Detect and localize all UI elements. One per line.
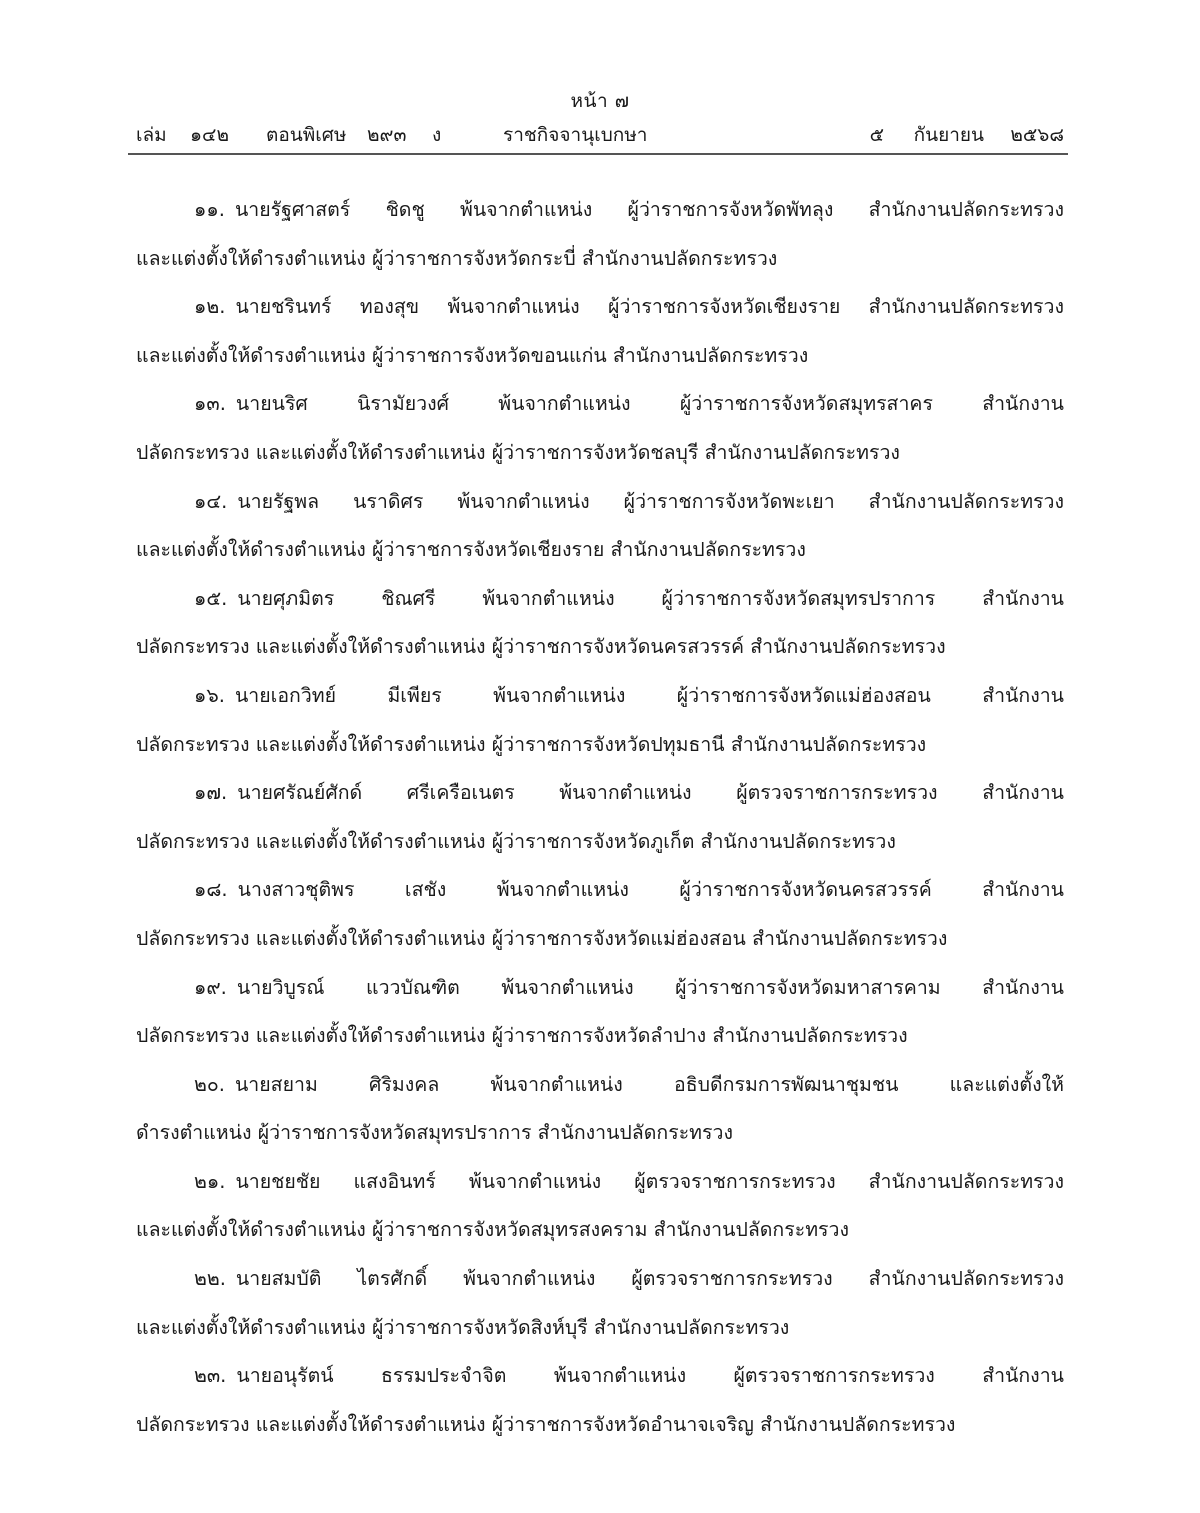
item-line-1: ๑๔. นายรัฐพล นราดิศร พ้นจากตำแหน่ง ผู้ว่าราชการจังหวัดพะเยา สำนักงานปลัดกระทรวง xyxy=(194,489,1064,513)
item-line-1: ๑๑. นายรัฐศาสตร์ ชิดชู พ้นจากตำแหน่ง ผู้ว่าราชการจังหวัดพัทลุง สำนักงานปลัดกระทรวง xyxy=(194,198,1064,221)
publication-title: ราชกิจจานุเบกษา xyxy=(503,124,648,146)
item-line-2: ปลัดกระทรวง และแต่งตั้งให้ดำรงตำแหน่ง ผู้ว่าราชการจังหวัดแม่ฮ่องสอน สำนักงานปลัดกระทรวง xyxy=(136,926,948,950)
item-line-1: ๑๗. นายศรัณย์ศักด์ ศรีเครือเนตร พ้นจากตำแหน่ง ผู้ตรวจราชการกระทรวง สำนักงาน xyxy=(194,781,1064,805)
item-line-2: ปลัดกระทรวง และแต่งตั้งให้ดำรงตำแหน่ง ผู้ว่าราชการจังหวัดลำปาง สำนักงานปลัดกระทรวง xyxy=(136,1024,908,1048)
item-line-2: และแต่งตั้งให้ดำรงตำแหน่ง ผู้ว่าราชการจังหวัดขอนแก่น สำนักงานปลัดกระทรวง xyxy=(136,343,809,367)
item-line-2: และแต่งตั้งให้ดำรงตำแหน่ง ผู้ว่าราชการจังหวัดสมุทรสงคราม สำนักงานปลัดกระทรวง xyxy=(136,1218,849,1242)
item-number: ๒๓. xyxy=(194,1364,227,1388)
item-line-1: ๑๒. นายชรินทร์ ทองสุข พ้นจากตำแหน่ง ผู้ว่าราชการจังหวัดเชียงราย สำนักงานปลัดกระทรวง xyxy=(194,295,1064,319)
item-line-2: ปลัดกระทรวง และแต่งตั้งให้ดำรงตำแหน่ง ผู้ว่าราชการจังหวัดชลบุรี สำนักงานปลัดกระทรวง xyxy=(136,440,900,464)
item-number: ๑๗. xyxy=(194,781,228,805)
running-header xyxy=(136,120,1064,150)
list-item xyxy=(136,1352,1064,1449)
item-number: ๒๑. xyxy=(194,1169,226,1193)
issue-number: ๒๙๓ xyxy=(367,124,407,146)
item-number: ๑๓. xyxy=(194,392,226,416)
list-item xyxy=(136,380,1064,477)
item-line-2: ดำรงตำแหน่ง ผู้ว่าราชการจังหวัดสมุทรปราการ สำนักงานปลัดกระทรวง xyxy=(136,1121,733,1145)
list-item xyxy=(136,1255,1064,1352)
date-day: ๕ xyxy=(869,124,884,146)
date-year: ๒๕๖๘ xyxy=(1010,124,1064,146)
list-item xyxy=(136,964,1064,1061)
item-number: ๑๘. xyxy=(194,878,228,902)
header-divider xyxy=(128,153,1068,155)
volume-label: เล่ม xyxy=(136,124,167,146)
item-line-2: และแต่งตั้งให้ดำรงตำแหน่ง ผู้ว่าราชการจังหวัดสิงห์บุรี สำนักงานปลัดกระทรวง xyxy=(136,1315,790,1339)
section-letter: ง xyxy=(432,124,442,146)
item-line-1: ๑๖. นายเอกวิทย์ มีเพียร พ้นจากตำแหน่ง ผู้ว่าราชการจังหวัดแม่ฮ่องสอน สำนักงาน xyxy=(194,683,1064,707)
list-item xyxy=(136,283,1064,380)
issue-label: ตอนพิเศษ xyxy=(266,124,347,146)
item-line-2: ปลัดกระทรวง และแต่งตั้งให้ดำรงตำแหน่ง ผู้ว่าราชการจังหวัดภูเก็ต สำนักงานปลัดกระทรวง xyxy=(136,829,896,853)
item-line-1: ๑๕. นายศุภมิตร ชิณศรี พ้นจากตำแหน่ง ผู้ว่าราชการจังหวัดสมุทรปราการ สำนักงาน xyxy=(194,586,1064,610)
date-month: กันยายน xyxy=(913,124,984,146)
item-number: ๑๒. xyxy=(194,295,226,319)
item-line-1: ๒๐. นายสยาม ศิริมงคล พ้นจากตำแหน่ง อธิบดีกรมการพัฒนาชุมชน และแต่งตั้งให้ xyxy=(194,1072,1064,1096)
volume-number: ๑๔๒ xyxy=(190,124,229,146)
item-number: ๑๑. xyxy=(194,198,225,221)
list-item xyxy=(136,769,1064,866)
list-item xyxy=(136,186,1064,283)
item-line-1: ๒๒. นายสมบัติ ไตรศักดิ์ พ้นจากตำแหน่ง ผู้ตรวจราชการกระทรวง สำนักงานปลัดกระทรวง xyxy=(194,1267,1064,1291)
list-item xyxy=(136,672,1064,769)
item-number: ๑๔. xyxy=(194,489,228,513)
list-item xyxy=(136,1158,1064,1255)
item-number: ๒๐. xyxy=(194,1072,225,1096)
item-number: ๑๙. xyxy=(194,975,227,999)
list-item xyxy=(136,866,1064,963)
item-number: ๒๒. xyxy=(194,1267,226,1291)
item-number: ๑๖. xyxy=(194,683,225,707)
item-line-1: ๑๓. นายนริศ นิรามัยวงศ์ พ้นจากตำแหน่ง ผู้ว่าราชการจังหวัดสมุทรสาคร สำนักงาน xyxy=(194,392,1064,416)
item-line-2: ปลัดกระทรวง และแต่งตั้งให้ดำรงตำแหน่ง ผู้ว่าราชการจังหวัดปทุมธานี สำนักงานปลัดกระทรวง xyxy=(136,732,927,756)
item-line-1: ๑๘. นางสาวชุติพร เสชัง พ้นจากตำแหน่ง ผู้ว่าราชการจังหวัดนครสวรรค์ สำนักงาน xyxy=(194,878,1064,902)
item-line-2: ปลัดกระทรวง และแต่งตั้งให้ดำรงตำแหน่ง ผู้ว่าราชการจังหวัดนครสวรรค์ สำนักงานปลัดกระทรวง xyxy=(136,635,946,659)
list-item xyxy=(136,575,1064,672)
item-line-1: ๒๓. นายอนุรัตน์ ธรรมประจำจิต พ้นจากตำแหน่ง ผู้ตรวจราชการกระทรวง สำนักงาน xyxy=(194,1364,1064,1388)
item-line-1: ๑๙. นายวิบูรณ์ แววบัณฑิต พ้นจากตำแหน่ง ผู้ว่าราชการจังหวัดมหาสารคาม สำนักงาน xyxy=(194,975,1064,999)
page-number: หน้า ๗ xyxy=(570,90,630,112)
item-line-2: ปลัดกระทรวง และแต่งตั้งให้ดำรงตำแหน่ง ผู้ว่าราชการจังหวัดอำนาจเจริญ สำนักงานปลัดกระทรวง xyxy=(136,1412,956,1436)
list-item xyxy=(136,478,1064,575)
list-item xyxy=(136,1061,1064,1158)
item-line-1: ๒๑. นายชยชัย แสงอินทร์ พ้นจากตำแหน่ง ผู้ตรวจราชการกระทรวง สำนักงานปลัดกระทรวง xyxy=(194,1169,1064,1193)
item-line-2: และแต่งตั้งให้ดำรงตำแหน่ง ผู้ว่าราชการจังหวัดกระบี่ สำนักงานปลัดกระทรวง xyxy=(136,246,778,270)
appointment-list xyxy=(136,186,1064,1449)
item-number: ๑๕. xyxy=(194,586,228,610)
item-line-2: และแต่งตั้งให้ดำรงตำแหน่ง ผู้ว่าราชการจังหวัดเชียงราย สำนักงานปลัดกระทรวง xyxy=(136,538,806,562)
